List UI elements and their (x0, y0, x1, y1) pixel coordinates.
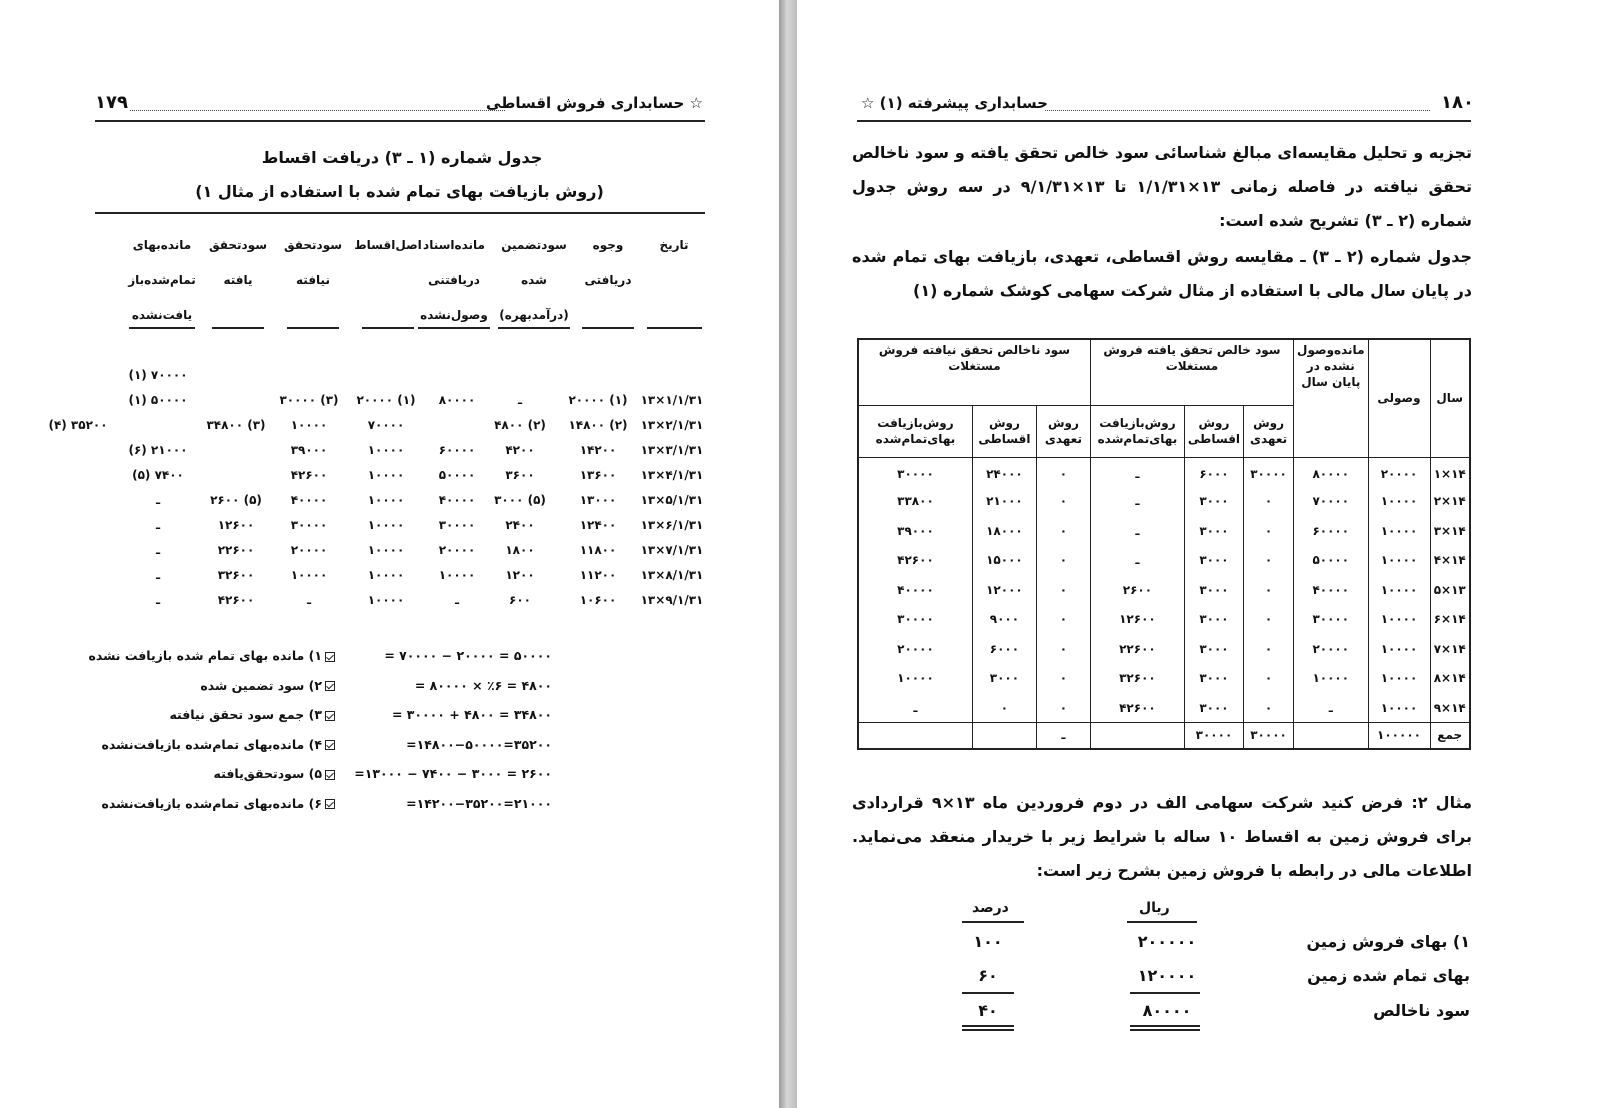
table-cell: ۱۳×۱/۱/۳۱ (640, 393, 704, 407)
table-cell: ۲۰۰۰۰ (۱) (356, 393, 416, 407)
table-cell: (۶) ۲۱۰۰۰ (128, 443, 188, 457)
comparison-cell: ۳۰۰۰۰ (1244, 457, 1294, 487)
table-cell: ۱۴۸۰۰ (۲) (568, 418, 628, 432)
table-cell: ۱۴۲۰۰ (579, 443, 617, 457)
financial-rial: ۱۲۰۰۰۰ (1137, 966, 1197, 985)
note-label: ۶) مانده‌بهای تمام‌شده بازیافت‌نشده (102, 796, 335, 811)
note-formula: ۴۸۰۰ = ٪۶ × ۸۰۰۰۰ = (414, 677, 552, 693)
table-cell: ـ (155, 593, 161, 607)
comparison-cell: ۱۴×۹ (1430, 693, 1470, 723)
comparison-cell: ـ (1090, 457, 1184, 487)
note-formula: ۲۶۰۰ = ۳۰۰۰ − ۷۴۰۰ − ۱۳۰۰۰= (354, 766, 552, 781)
note-formula: ۳۵۲۰۰=۱۴۸۰۰−۵۰۰۰۰= (406, 736, 552, 752)
comparison-cell: ۲۶۰۰ (1090, 575, 1184, 605)
th-unrealized-installment: روش اقساطی (972, 405, 1036, 457)
comparison-cell: ۰ (1036, 634, 1090, 664)
comparison-total-cell (1294, 723, 1368, 749)
note-formula: ۲۱۰۰۰=۱۴۲۰۰−۳۵۲۰۰= (406, 795, 552, 811)
table-cell: (۵) ۷۴۰۰ (132, 468, 184, 482)
comparison-cell: ۳۰۰۰۰ (858, 457, 972, 487)
note-label: ۵) سودتحقق‌یافته (214, 766, 335, 781)
table-cell: ـ (454, 593, 460, 607)
left-title-rule (95, 212, 705, 214)
table-cell: ۱۳×۹/۱/۳۱ (640, 593, 704, 607)
table-cell: ۱۳×۳/۱/۳۱ (640, 443, 704, 457)
column-header-line: اصل‌اقساط (354, 238, 422, 252)
header-underline (1127, 921, 1197, 923)
table-cell: ۱۱۸۰۰ (579, 543, 617, 557)
table-cell: ۳۰۰۰ (۵) (494, 493, 546, 507)
table-cell: ۴۰۰۰۰ (438, 493, 476, 507)
comparison-cell: ۰ (1244, 546, 1294, 576)
table-cell: ۱۳×۸/۱/۳۱ (640, 568, 704, 582)
note-formula: ۵۰۰۰۰ = ۲۰۰۰۰ − ۷۰۰۰۰ = (384, 648, 552, 663)
column-header-line: دریافتی (584, 273, 632, 287)
comparison-total-cell (972, 723, 1036, 749)
table-row (0, 593, 760, 615)
table-cell: ۱۳۶۰۰ (579, 468, 617, 482)
comparison-cell: ۱۰۰۰۰ (1368, 634, 1430, 664)
column-header-line: دریافتنی (428, 273, 480, 287)
comparison-cell: ۴۰۰۰۰ (858, 575, 972, 605)
comparison-cell: ۵۰۰۰۰ (1294, 546, 1368, 576)
table-cell: ۳۶۰۰ (505, 468, 535, 482)
comparison-cell: ۶۰۰۰ (972, 634, 1036, 664)
table-row (0, 368, 760, 390)
comparison-cell: ۲۲۶۰۰ (1090, 634, 1184, 664)
column-header-line: سودتحقق (208, 238, 268, 252)
sum-underline (962, 1025, 1014, 1027)
comparison-cell: ۳۰۰۰۰ (858, 605, 972, 635)
financial-label: بهای تمام شده زمین (1307, 966, 1470, 985)
sum-underline (962, 1029, 1014, 1031)
note-label: ۲) سود تضمین شده (200, 678, 335, 693)
financial-rial: ۲۰۰۰۰۰ (1137, 932, 1197, 951)
comparison-cell: ۴۰۰۰۰ (1294, 575, 1368, 605)
comparison-row (858, 487, 1470, 517)
table-row (0, 443, 760, 465)
comparison-cell: ۳۹۰۰۰ (858, 516, 972, 546)
right-header-dots (1045, 110, 1430, 111)
column-header-line: یافته (223, 273, 253, 287)
right-header-title: حسابداری پیشرفته (۱) ☆ (861, 94, 1048, 112)
comparison-cell: ۳۰۰۰ (1184, 634, 1243, 664)
comparison-cell: ۱۰۰۰۰ (1368, 693, 1430, 723)
comparison-cell: ۰ (1036, 664, 1090, 694)
column-header-line: وجوه (592, 238, 624, 252)
table-cell: ۳۲۶۰۰ (217, 568, 255, 582)
comparison-cell: ۳۳۸۰۰ (858, 487, 972, 517)
left-header-rule (95, 120, 705, 122)
comparison-cell: ۱۴×۸ (1430, 664, 1470, 694)
rial-header: ریال (1139, 900, 1170, 916)
table-cell: ۸۰۰۰۰ (438, 393, 476, 407)
table-cell: ۱۱۲۰۰ (579, 568, 617, 582)
comparison-total-cell (858, 723, 972, 749)
comparison-cell: ۰ (1036, 516, 1090, 546)
th-realized: سود خالص تحقق یافته فروش مستغلات (1090, 339, 1293, 405)
comparison-cell: ۰ (972, 693, 1036, 723)
comparison-cell: ۲۱۰۰۰ (972, 487, 1036, 517)
comparison-cell: ۴۲۶۰۰ (858, 546, 972, 576)
comparison-cell: ۲۰۰۰۰ (1294, 634, 1368, 664)
table-cell: ۲۰۰۰۰ (438, 543, 476, 557)
left-header-title: ☆ حسابداری فروش اقساطی (486, 94, 703, 112)
comparison-cell: ۳۰۰۰ (1184, 516, 1243, 546)
sum-underline (1130, 1029, 1200, 1031)
column-header-underline (647, 327, 702, 329)
table-cell: ۳۹۰۰۰ (290, 443, 328, 457)
table-cell: ۲۶۰۰ (۵) (210, 493, 262, 507)
comparison-table-body (858, 457, 1470, 749)
comparison-cell: ۱۰۰۰۰ (1368, 516, 1430, 546)
comparison-row (858, 693, 1470, 723)
table-cell: ۱۰۰۰۰ (367, 468, 405, 482)
comparison-cell: ۳۰۰۰ (1184, 546, 1243, 576)
comparison-cell: ۰ (1244, 693, 1294, 723)
table-cell: ۱۰۰۰۰ (367, 543, 405, 557)
table-cell: ۳۴۸۰۰ (۳) (206, 418, 266, 432)
comparison-row (858, 634, 1470, 664)
table-cell: ۱۰۰۰۰ (367, 443, 405, 457)
column-header-underline (582, 327, 634, 329)
sum-underline (1130, 992, 1200, 994)
th-realized-recovery: روش‌بازیافت بهای‌تمام‌شده (1090, 405, 1184, 457)
table-row (0, 393, 760, 415)
comparison-cell: ۱۲۶۰۰ (1090, 605, 1184, 635)
financial-percent: ۱۰۰ (973, 932, 1003, 951)
comparison-cell: ۰ (1036, 575, 1090, 605)
comparison-total-cell: ۱۰۰۰۰۰ (1368, 723, 1430, 749)
header-underline (962, 921, 1024, 923)
comparison-total-cell: ۳۰۰۰۰ (1184, 723, 1243, 749)
comparison-cell: ۱۲۰۰۰ (972, 575, 1036, 605)
comparison-cell: ۳۰۰۰ (1184, 664, 1243, 694)
sum-underline (1130, 1025, 1200, 1027)
column-header-underline (362, 327, 414, 329)
page-gutter (779, 0, 797, 1108)
financial-percent: ۴۰ (978, 1001, 998, 1020)
comparison-cell: ۲۰۰۰۰ (858, 634, 972, 664)
table-cell: ۱۰۰۰۰ (290, 418, 328, 432)
percent-header: درصد (972, 900, 1009, 916)
column-header-underline (212, 327, 264, 329)
checkbox-icon (325, 711, 335, 721)
column-header-underline (498, 327, 570, 329)
financial-percent: ۶۰ (978, 966, 998, 985)
comparison-cell: ۳۰۰۰ (1184, 575, 1243, 605)
comparison-cell: ۰ (1036, 546, 1090, 576)
comparison-cell: ۱۰۰۰۰ (1368, 605, 1430, 635)
table-cell: ۱۲۴۰۰ (579, 518, 617, 532)
comparison-cell: ۳۰۰۰ (1184, 487, 1243, 517)
table-cell: ۴۲۶۰۰ (217, 593, 255, 607)
table-row (0, 468, 760, 490)
th-realized-accrual: روش تعهدی (1244, 405, 1294, 457)
right-page-number: ۱۸۰ (1441, 92, 1474, 113)
comparison-cell: ۱۰۰۰۰ (1368, 664, 1430, 694)
table-cell: ۱۰۰۰۰ (367, 518, 405, 532)
table-cell: ۱۳×۶/۱/۳۱ (640, 518, 704, 532)
comparison-cell: ۱۵۰۰۰ (972, 546, 1036, 576)
th-unrealized: سود ناخالص تحقق نیافته فروش مستغلات (858, 339, 1090, 405)
table-cell: ۱۰۰۰۰ (367, 568, 405, 582)
table-cell: ـ (155, 543, 161, 557)
comparison-cell: ۱۴×۴ (1430, 546, 1470, 576)
comparison-cell: ۳۰۰۰ (972, 664, 1036, 694)
comparison-total-cell: ۳۰۰۰۰ (1244, 723, 1294, 749)
left-table-subtitle: (روش بازیافت بهای تمام شده با استفاده از مثال ۱) (195, 182, 604, 201)
comparison-cell: ۰ (1244, 634, 1294, 664)
right-page (797, 0, 1600, 1108)
table-cell: ۳۰۰۰۰ (۳) (279, 393, 339, 407)
comparison-cell: ۸۰۰۰۰ (1294, 457, 1368, 487)
comparison-cell: ۱۰۰۰۰ (858, 664, 972, 694)
table-cell: ۱۳×۷/۱/۳۱ (640, 543, 704, 557)
comparison-cell: ۳۲۶۰۰ (1090, 664, 1184, 694)
comparison-cell: ۱۰۰۰۰ (1368, 546, 1430, 576)
table-row (0, 493, 760, 515)
table-cell: ۱۰۰۰۰ (367, 493, 405, 507)
comparison-cell: ـ (1090, 516, 1184, 546)
comparison-row (858, 516, 1470, 546)
sum-underline (962, 992, 1014, 994)
table-cell: ۴۰۰۰۰ (290, 493, 328, 507)
table-cell: ۳۰۰۰۰ (290, 518, 328, 532)
comparison-cell: ۱۴×۱ (1430, 457, 1470, 487)
comparison-cell: ۶۰۰۰۰ (1294, 516, 1368, 546)
table-row (0, 543, 760, 565)
th-realized-installment: روش اقساطی (1184, 405, 1243, 457)
column-header-line: تاریخ (659, 238, 689, 252)
right-paragraph-2: جدول شماره (۲ ـ ۳) ـ مقایسه روش اقساطی، تعهدی، بازیافت بهای تمام شده در پایان سال مالی با استفاده از مثال شرکت سهامی کوشک شماره (۱) (852, 247, 1473, 300)
th-year: سال (1430, 339, 1470, 457)
comparison-total-cell: جمع (1430, 723, 1470, 749)
table-cell: ۱۳×۵/۱/۳۱ (640, 493, 704, 507)
table-cell: ۱۰۶۰۰ (579, 593, 617, 607)
table-cell: ۱۲۰۰ (505, 568, 535, 582)
left-table-title: جدول شماره (۱ ـ ۳) دریافت اقساط (261, 148, 543, 167)
table-cell: ۲۰۰۰۰ (290, 543, 328, 557)
right-paragraph-1: تجزیه و تحلیل مقایسه‌ای مبالغ شناسائی سود خالص تحقق یافته و سود ناخالص تحقق نیافته در فاصله زمانی ۱۳×۱/۱/۳۱ تا ۱۳×۹/۱/۳۱ در سه روش جدول شماره (۲ ـ ۳) تشریح شده است: (852, 143, 1473, 230)
comparison-cell: ـ (858, 693, 972, 723)
comparison-cell: ۰ (1036, 605, 1090, 635)
table-cell: ۱۰۰۰۰ (290, 568, 328, 582)
comparison-cell: ۱۰۰۰۰ (1368, 575, 1430, 605)
th-received: وصولی (1368, 339, 1430, 457)
table-row (0, 518, 760, 540)
comparison-cell: ۰ (1036, 487, 1090, 517)
table-cell: ۱۳×۴/۱/۳۱ (640, 468, 704, 482)
column-header-line: مانده‌بهای (132, 238, 192, 252)
table-cell: ۱۲۶۰۰ (217, 518, 255, 532)
comparison-cell: ۶۰۰۰ (1184, 457, 1243, 487)
comparison-row (858, 664, 1470, 694)
checkbox-icon (325, 652, 335, 662)
comparison-cell: ۰ (1244, 516, 1294, 546)
comparison-cell: ۰ (1244, 575, 1294, 605)
checkbox-icon (325, 799, 335, 809)
column-header-line: سودتضمین (501, 238, 567, 252)
comparison-cell: ۲۴۰۰۰ (972, 457, 1036, 487)
column-header-underline (287, 327, 339, 329)
comparison-cell: ۰ (1244, 664, 1294, 694)
column-header-line: وصول‌نشده (420, 308, 488, 322)
note-label: ۱) مانده بهای تمام شده بازیافت نشده (88, 648, 335, 663)
comparison-cell: ـ (1294, 693, 1368, 723)
comparison-total-cell: ـ (1036, 723, 1090, 749)
table-cell: (۴) ۳۵۲۰۰ (48, 418, 108, 432)
comparison-cell: ۱۰۰۰۰ (1368, 487, 1430, 517)
column-header-line: تمام‌شده‌باز (128, 273, 196, 287)
left-header-dots (130, 110, 505, 111)
comparison-cell: ۱۸۰۰۰ (972, 516, 1036, 546)
table-cell: ۲۴۰۰ (505, 518, 535, 532)
column-header-underline (418, 327, 490, 329)
left-page (0, 0, 779, 1108)
table-cell: (۱) ۷۰۰۰۰ (128, 368, 188, 382)
checkbox-icon (325, 770, 335, 780)
table-cell: ۱۸۰۰ (505, 543, 535, 557)
table-cell: ۶۰۰ (509, 593, 531, 607)
comparison-row (858, 605, 1470, 635)
comparison-cell: ۱۴×۳ (1430, 516, 1470, 546)
comparison-cell: ۳۰۰۰۰ (1294, 605, 1368, 635)
left-page-number: ۱۷۹ (95, 92, 128, 113)
table-cell: ۷۰۰۰۰ (367, 418, 405, 432)
comparison-cell: ۰ (1036, 457, 1090, 487)
column-header-line: یافت‌نشده (131, 308, 193, 322)
table-cell: ۱۳۰۰۰ (579, 493, 617, 507)
comparison-cell: ـ (1090, 487, 1184, 517)
table-cell: ۲۰۰۰۰ (۱) (568, 393, 628, 407)
comparison-cell: ۲۰۰۰۰ (1368, 457, 1430, 487)
note-formula: ۳۴۸۰۰ = ۴۸۰۰ + ۳۰۰۰۰ = (391, 707, 552, 722)
column-header-line: مانده‌اسناد (423, 238, 485, 252)
comparison-cell: ۰ (1036, 693, 1090, 723)
financial-label: سود ناخالص (1373, 1001, 1470, 1020)
example-2-paragraph: مثال ۲: فرض کنید شرکت سهامی الف در دوم فروردین ماه ۱۳×۹ قراردادی برای فروش زمین به اقساط ۱۰ ساله با شرایط زیر با خریدار منعقد می‌نماید. اطلاعات مالی در رابطه با فروش زمین بشرح زیر است: (852, 793, 1473, 880)
note-label: ۴) مانده‌بهای تمام‌شده بازیافت‌نشده (102, 737, 335, 752)
table-cell: ۱۰۰۰۰ (438, 568, 476, 582)
right-header-rule (857, 120, 1471, 122)
table-cell: ۱۳×۲/۱/۳۱ (640, 418, 704, 432)
table-row (0, 418, 760, 440)
financial-rial: ۸۰۰۰۰ (1142, 1001, 1192, 1020)
comparison-cell: ـ (1090, 546, 1184, 576)
column-header-line: نیافته (296, 273, 330, 287)
comparison-row (858, 575, 1470, 605)
table-cell: ۵۰۰۰۰ (438, 468, 476, 482)
comparison-row (858, 457, 1470, 487)
table-cell: (۱) ۵۰۰۰۰ (128, 393, 188, 407)
table-cell: ۴۲۶۰۰ (290, 468, 328, 482)
checkbox-icon (325, 681, 335, 691)
comparison-cell: ۴۲۶۰۰ (1090, 693, 1184, 723)
table-cell: ۳۰۰۰۰ (438, 518, 476, 532)
column-header-line: سودتحقق (283, 238, 343, 252)
table-cell: ۱۰۰۰۰ (367, 593, 405, 607)
comparison-cell: ۰ (1244, 487, 1294, 517)
table-cell: ـ (155, 568, 161, 582)
comparison-row (858, 546, 1470, 576)
comparison-cell: ۹۰۰۰ (972, 605, 1036, 635)
th-unrealized-recovery: روش‌بازیافت بهای‌تمام‌شده (858, 405, 972, 457)
table-cell: ۴۲۰۰ (505, 443, 535, 457)
note-label: ۳) جمع سود تحقق نیافته (169, 707, 335, 722)
column-header-line: (درآمدبهره) (499, 308, 569, 322)
table-cell: ـ (155, 518, 161, 532)
comparison-cell: ۳۰۰۰ (1184, 605, 1243, 635)
table-row (0, 568, 760, 590)
comparison-cell: ۰ (1244, 605, 1294, 635)
table-cell: ۶۰۰۰۰ (438, 443, 476, 457)
table-cell: ۴۸۰۰ (۲) (494, 418, 546, 432)
th-balance: مانده‌وصول نشده در پایان سال (1294, 339, 1368, 457)
financial-label: ۱) بهای فروش زمین (1306, 932, 1470, 951)
comparison-total-row (858, 723, 1470, 749)
comparison-cell: ۷۰۰۰۰ (1294, 487, 1368, 517)
table-cell: ـ (155, 493, 161, 507)
table-cell: ـ (306, 593, 312, 607)
column-header-underline (129, 327, 195, 329)
table-cell: ـ (517, 393, 523, 407)
comparison-cell: ۳۰۰۰ (1184, 693, 1243, 723)
comparison-cell: ۱۴×۲ (1430, 487, 1470, 517)
comparison-cell: ۱۴×۷ (1430, 634, 1470, 664)
checkbox-icon (325, 740, 335, 750)
th-unrealized-accrual: روش تعهدی (1036, 405, 1090, 457)
comparison-cell: ۱۰۰۰۰ (1294, 664, 1368, 694)
comparison-table (857, 338, 1471, 750)
column-header-line: شده (521, 273, 547, 287)
table-cell: ۲۲۶۰۰ (217, 543, 255, 557)
comparison-cell: ۱۴×۶ (1430, 605, 1470, 635)
comparison-total-cell (1090, 723, 1184, 749)
comparison-cell: ۱۳×۵ (1430, 575, 1470, 605)
